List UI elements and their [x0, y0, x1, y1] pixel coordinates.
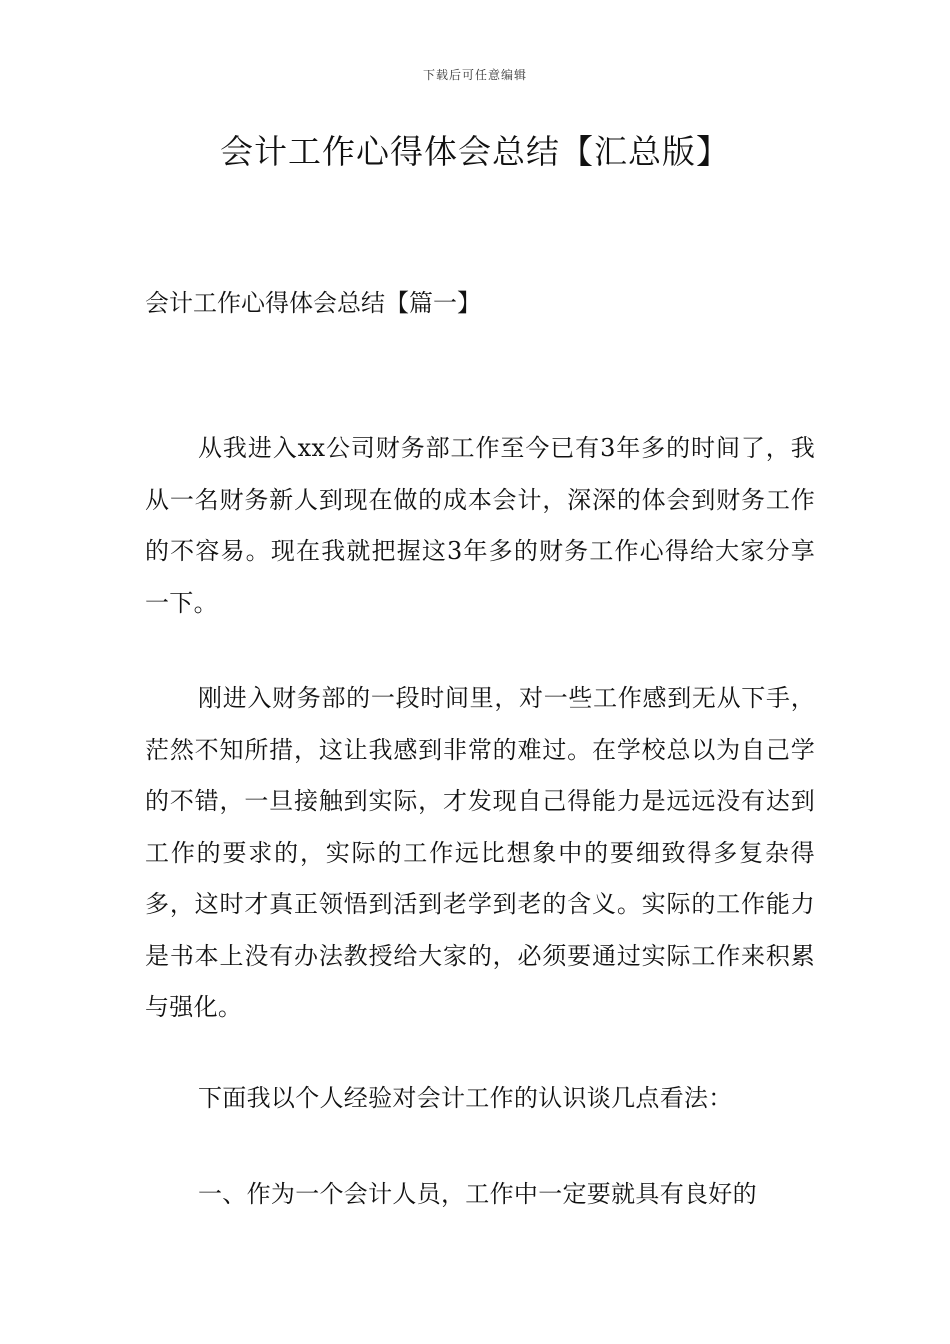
paragraph-point-one: 一、作为一个会计人员，工作中一定要就具有良好的: [198, 1180, 757, 1208]
document-title: 会计工作心得体会总结【汇总版】: [220, 132, 730, 171]
paragraph-early-experience: 刚进入财务部的一段时间里，对一些工作感到无从下手，茫然不知所措，这让我感到非常的难过。在学校总以为自己学的不错，一旦接触到实际，才发现自己得能力是远远没有达到工作的要求的，实际的工作远比想象中的要细致得多复杂得多，这时才真正领悟到活到老学到老的含义。实际的工作能力是书本上没有办法教授给大家的，必须要通过实际工作来积累与强化。: [145, 684, 815, 1021]
section-heading: 会计工作心得体会总结【篇一】: [145, 289, 481, 317]
header-note: 下载后可任意编辑: [422, 68, 527, 82]
paragraph-intro: 从我进入xx公司财务部工作至今已有3年多的时间了，我从一名财务新人到现在做的成本会计，深深的体会到财务工作的不容易。现在我就把握这3年多的财务工作心得给大家分享一下。: [145, 434, 815, 617]
paragraph-viewpoints-intro: 下面我以个人经验对会计工作的认识谈几点看法：: [198, 1084, 733, 1112]
